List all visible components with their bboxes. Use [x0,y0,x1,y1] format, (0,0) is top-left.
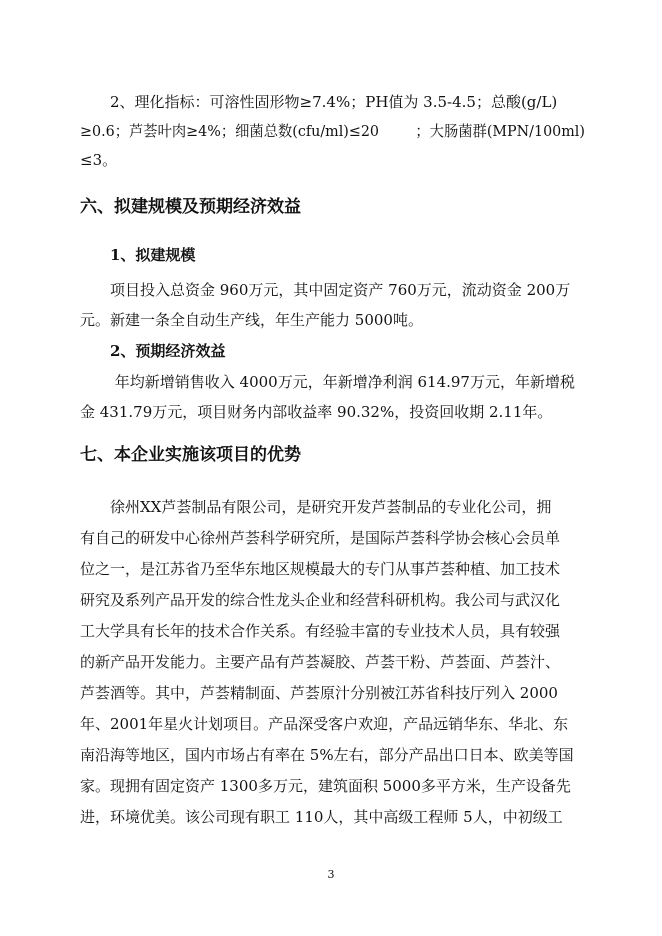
section-7-line-2: 有自己的研发中心徐州芦荟科学研究所，是国际芦荟科学协会核心会员单 [80,529,561,547]
section-7-line-4: 研究及系列产品开发的综合性龙头企业和经营科研机构。我公司与武汉化 [80,591,561,609]
section-6-sub1-heading: 1、拟建规模 [110,246,196,264]
page-number: 3 [327,868,335,881]
physchem-line-3: ≤3。 [80,151,118,169]
physchem-line-1: 2、理化指标：可溶性固形物≥7.4%；PH值为 3.5-4.5；总酸(g/L) [110,93,558,111]
section-6-sub2-line-1: 年均新增销售收入 4000万元，年新增净利润 614.97万元，年新增税 [110,373,575,391]
section-7-line-7: 芦荟酒等。其中，芦荟精制面、芦荟原汁分别被江苏省科技厅列入 2000 [80,684,558,702]
section-7-heading: 七、本企业实施该项目的优势 [80,445,301,465]
section-7-line-10: 家。现拥有固定资产 1300多万元，建筑面积 5000多平方米，生产设备先 [80,777,571,795]
section-7-line-5: 工大学具有长年的技术合作关系。有经验丰富的专业技术人员，具有较强 [80,622,561,640]
section-6-heading: 六、拟建规模及预期经济效益 [80,197,301,217]
section-6-sub1-line-1: 项目投入总资金 960万元，其中固定资产 760万元，流动资金 200万 [110,281,571,299]
section-6-sub2-line-2: 金 431.79万元，项目财务内部收益率 90.32%，投资回收期 2.11年。 [80,403,553,421]
section-7-line-8: 年、2001年星火计划项目。产品深受客户欢迎，产品远销华东、华北、东 [80,715,569,733]
section-7-line-3: 位之一，是江苏省乃至华东地区规模最大的专门从事芦荟种植、加工技术 [80,560,561,578]
section-7-line-1: 徐州XX芦荟制品有限公司，是研究开发芦荟制品的专业化公司，拥 [110,498,552,516]
section-7-line-9: 南沿海等地区，国内市场占有率在 5%左右，部分产品出口日本、欧美等国 [80,746,574,764]
section-6-sub1-line-2: 元。新建一条全自动生产线，年生产能力 5000吨。 [80,311,423,329]
section-7-line-11: 进，环境优美。该公司现有职工 110人，其中高级工程师 5人，中初级工 [80,808,563,826]
section-6-sub2-heading: 2、预期经济效益 [110,342,226,360]
section-7-line-6: 的新产品开发能力。主要产品有芦荟凝胶、芦荟干粉、芦荟面、芦荟汁、 [80,653,561,671]
physchem-line-2: ≥0.6；芦荟叶肉≥4%；细菌总数(cfu/ml)≤20 ；大肠菌群(MPN/100ml) [80,122,585,140]
